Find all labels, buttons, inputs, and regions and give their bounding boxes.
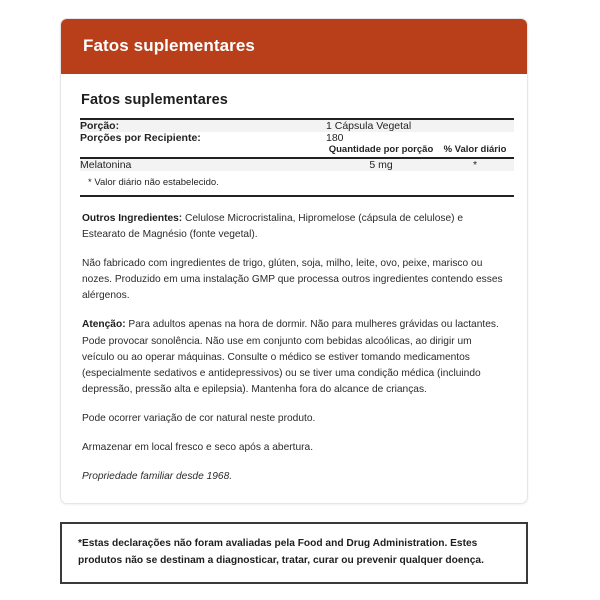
label-prose [80,211,508,485]
supplement-facts-table [80,118,514,197]
storage-paragraph: Armazenar em local fresco e seco após a abertura. [82,442,314,454]
servings-per-container-row [80,132,514,144]
amount-per-serving-header: Quantidade por porção [328,144,434,156]
serving-size-label: Porção: [80,120,326,132]
panel-title: Fatos suplementares [81,92,228,109]
nutrient-column-header-row [80,144,514,158]
nutrient-name: Melatonina [80,159,326,171]
warning-text: Para adultos apenas na hora de dormir. Não para mulheres grávidas ou lactantes. Pode provocar sonolência. Não use em conjunto com bebidas alcoólicas, ao dirigir um veículo ou ao operar máquinas. Consulte o médico se estiver tomando medicamentos (especialmente sedativos e antidepressivos) ou se tiver uma condição médica (incluindo depressão, pressão alta e epilepsia). Mantenha fora do alcance de crianças. [82,319,499,395]
nutrient-header-spacer [80,144,326,158]
daily-value-footnote: * Valor diário não estabelecido. [88,176,219,188]
nutrient-amount: 5 mg [326,159,436,171]
servings-per-container-label: Porções por Recipiente: [80,132,201,145]
other-ingredients-label: Outros Ingredientes: [82,212,183,224]
serving-size-row [80,120,514,132]
fda-disclaimer-box [60,522,528,584]
family-owned-paragraph: Propriedade familiar desde 1968. [82,471,233,483]
allergen-paragraph: Não fabricado com ingredientes de trigo, glúten, soja, milho, leite, ovo, peixe, marisco ou nozes. Produzido em uma instalação GMP que processa outros ingredientes contendo esses alérgenos. [82,258,503,302]
daily-value-header: % Valor diário [443,144,507,156]
fda-disclaimer-text: *Estas declarações não foram avaliadas pela Food and Drug Administration. Estes produtos não se destinam a diagnosticar, tratar, curar ou prevenir qualquer doença. [78,538,484,566]
servings-per-container-value: 180 [326,132,344,145]
card-header-banner [61,19,527,74]
table-row [80,159,514,171]
color-variation-paragraph: Pode ocorrer variação de cor natural neste produto. [82,413,316,425]
card-header-title: Fatos suplementares [83,36,255,55]
card-body [61,74,527,503]
serving-size-value: 1 Cápsula Vegetal [326,120,514,132]
supplement-facts-card [60,18,528,504]
other-ingredients-paragraph [82,211,506,243]
warning-label: Atenção: [82,319,126,331]
warning-paragraph [82,317,506,398]
table-rule-bottom [80,196,514,197]
daily-value-footnote-row [80,171,514,196]
other-ingredients-text: Celulose Microcristalina, Hipromelose (cápsula de celulose) e Estearato de Magnésio (fonte vegetal). [82,212,464,241]
nutrient-daily-value: * [436,159,514,171]
